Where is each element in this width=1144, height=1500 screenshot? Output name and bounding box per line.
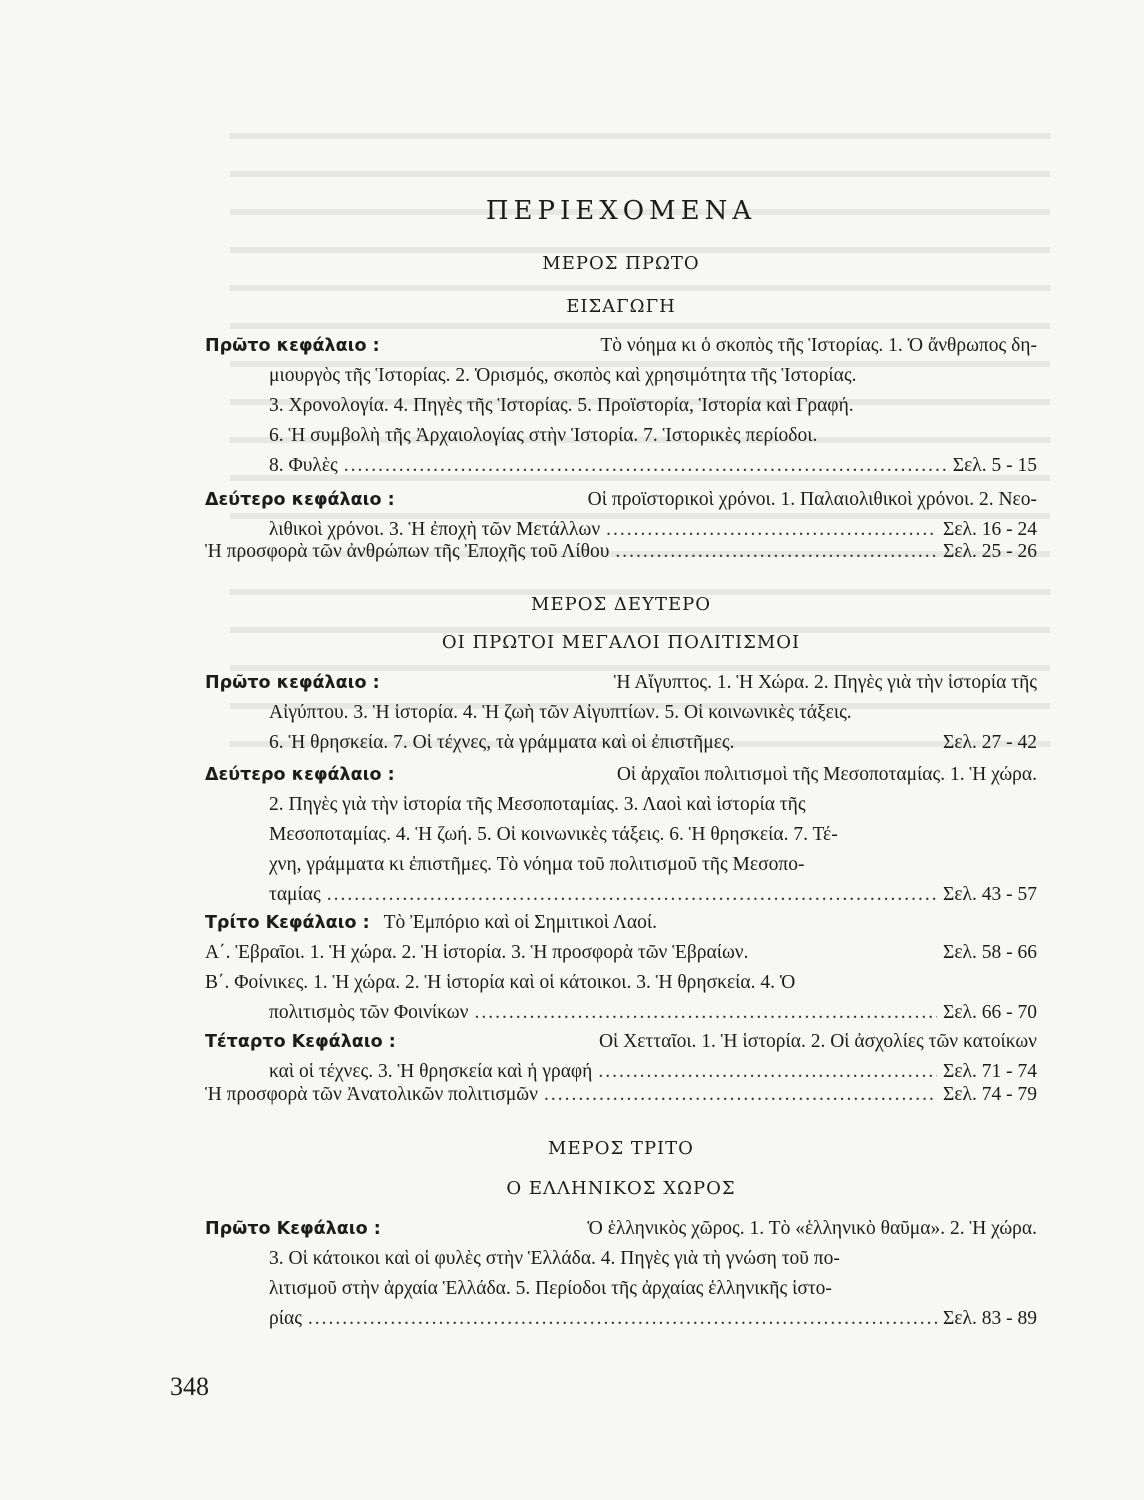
toc-entry bbox=[205, 537, 1037, 567]
entry-line: Τὸ Ἐμπόριο καὶ οἱ Σημιτικοὶ Λαοί. bbox=[383, 912, 657, 933]
entry-line: χνη, γράμματα κι ἐπιστῆμες. Τὸ νόημα τοῦ πολιτισμοῦ τῆς Μεσοπο- bbox=[269, 854, 805, 875]
chapter-label: Τέταρτο Κεφάλαιο : bbox=[205, 1032, 396, 1052]
entry-line: 6. Ἡ συμβολὴ τῆς Ἀρχαιολογίας στὴν Ἱστορία. 7. Ἱστορικὲς περίοδοι. bbox=[269, 425, 818, 446]
toc-entry bbox=[205, 968, 1037, 1028]
entry-line: Ἡ προσφορὰ τῶν Ἀνατολικῶν πολιτισμῶν bbox=[205, 1084, 538, 1105]
part-3-section: Ο ΕΛΛΗΝΙΚΟΣ ΧΩΡΟΣ bbox=[506, 1178, 736, 1199]
entry-line: Ὁ ἑλληνικὸς χῶρος. 1. Τὸ «ἑλληνικὸ θαῦμα». 2. Ἡ χώρα. bbox=[587, 1218, 1037, 1239]
part-3-heading: ΜΕΡΟΣ ΤΡΙΤΟ bbox=[548, 1138, 694, 1159]
page-ref: Σελ. 58 - 66 bbox=[943, 942, 1037, 963]
toc-entry bbox=[205, 1080, 1037, 1110]
page-number: 348 bbox=[170, 1372, 209, 1401]
dot-leader bbox=[474, 998, 937, 1028]
entry-line: Οἱ ἀρχαῖοι πολιτισμοὶ τῆς Μεσοποταμίας. 1. Ἡ χώρα. bbox=[616, 764, 1037, 785]
dot-leader bbox=[344, 451, 947, 481]
page-ref: Σελ. 5 - 15 bbox=[952, 455, 1037, 476]
page-ref: Σελ. 43 - 57 bbox=[943, 884, 1037, 905]
chapter-label: Δεύτερο κεφάλαιο : bbox=[205, 490, 395, 510]
chapter-label: Πρῶτο κεφάλαιο : bbox=[205, 673, 380, 693]
toc-page bbox=[205, 0, 1037, 1500]
toc-entry bbox=[205, 908, 1037, 938]
toc-entry bbox=[205, 485, 1037, 545]
page-ref: Σελ. 74 - 79 bbox=[943, 1084, 1037, 1105]
chapter-label: Τρίτο Κεφάλαιο : bbox=[205, 913, 370, 933]
entry-line: 3. Οἱ κάτοικοι καὶ οἱ φυλὲς στὴν Ἑλλάδα. 4. Πηγὲς γιὰ τὴ γνώση τοῦ πο- bbox=[269, 1248, 840, 1269]
entry-line: Οἱ προϊστορικοὶ χρόνοι. 1. Παλαιολιθικοὶ χρόνοι. 2. Νεο- bbox=[587, 489, 1037, 510]
entry-line: 8. Φυλὲς bbox=[269, 455, 338, 476]
entry-line: Τὸ νόημα κι ὁ σκοπὸς τῆς Ἱστορίας. 1. Ὁ ἄνθρωπος δη- bbox=[600, 335, 1037, 356]
part-1-section: ΕΙΣΑΓΩΓΗ bbox=[566, 296, 676, 317]
part-2-heading: ΜΕΡΟΣ ΔΕΥΤΕΡΟ bbox=[531, 594, 711, 615]
dot-leader bbox=[615, 537, 937, 567]
entry-line: καὶ οἱ τέχνες. 3. Ἡ θρησκεία καὶ ἡ γραφή bbox=[269, 1061, 593, 1082]
entry-line: πολιτισμὸς τῶν Φοινίκων bbox=[269, 1002, 469, 1023]
chapter-label: Πρῶτο Κεφάλαιο : bbox=[205, 1219, 381, 1239]
entry-line: Ἡ Αἴγυπτος. 1. Ἡ Χώρα. 2. Πηγὲς γιὰ τὴν ἱστορία τῆς bbox=[613, 672, 1037, 693]
entry-line: μιουργὸς τῆς Ἱστορίας. 2. Ὁρισμός, σκοπὸς καὶ χρησιμότητα τῆς Ἱστορίας. bbox=[269, 365, 857, 386]
dot-leader bbox=[308, 1304, 937, 1334]
entry-line: λιτισμοῦ στὴν ἀρχαία Ἑλλάδα. 5. Περίοδοι τῆς ἀρχαίας ἑλληνικῆς ἱστο- bbox=[269, 1278, 832, 1299]
entry-line: Α΄. Ἑβραῖοι. 1. Ἡ χώρα. 2. Ἡ ἱστορία. 3. Ἡ προσφορὰ τῶν Ἑβραίων. bbox=[205, 942, 749, 963]
page-ref: Σελ. 71 - 74 bbox=[943, 1061, 1037, 1082]
toc-entry bbox=[205, 668, 1037, 758]
toc-entry bbox=[205, 1214, 1037, 1334]
page-title: ΠΕΡΙΕΧΟΜΕΝΑ bbox=[485, 196, 757, 226]
part-2-section: ΟΙ ΠΡΩΤΟΙ ΜΕΓΑΛΟΙ ΠΟΛΙΤΙΣΜΟΙ bbox=[441, 632, 801, 653]
chapter-label: Πρῶτο κεφάλαιο : bbox=[205, 336, 380, 356]
page-ref: Σελ. 25 - 26 bbox=[943, 541, 1037, 562]
toc-entry bbox=[205, 938, 1037, 968]
page-ref: Σελ. 83 - 89 bbox=[943, 1308, 1037, 1329]
entry-line: Β΄. Φοίνικες. 1. Ἡ χώρα. 2. Ἡ ἱστορία καὶ οἱ κάτοικοι. 3. Ἡ θρησκεία. 4. Ὁ bbox=[205, 972, 796, 993]
toc-entry bbox=[205, 331, 1037, 481]
dot-leader bbox=[327, 880, 937, 910]
entry-line: ταμίας bbox=[269, 884, 321, 905]
page-ref: Σελ. 16 - 24 bbox=[943, 519, 1037, 540]
entry-line: Ἡ προσφορὰ τῶν ἀνθρώπων τῆς Ἐποχῆς τοῦ Λίθου bbox=[205, 541, 610, 562]
page-ref: Σελ. 66 - 70 bbox=[943, 1002, 1037, 1023]
entry-line: Μεσοποταμίας. 4. Ἡ ζωή. 5. Οἱ κοινωνικὲς τάξεις. 6. Ἡ θρησκεία. 7. Τέ- bbox=[269, 824, 838, 845]
entry-line: 3. Χρονολογία. 4. Πηγὲς τῆς Ἱστορίας. 5. Προϊστορία, Ἱστορία καὶ Γραφή. bbox=[269, 395, 854, 416]
page-ref: Σελ. 27 - 42 bbox=[943, 732, 1037, 753]
chapter-label: Δεύτερο κεφάλαιο : bbox=[205, 765, 395, 785]
entry-line: 2. Πηγὲς γιὰ τὴν ἱστορία τῆς Μεσοποταμίας. 3. Λαοὶ καὶ ἱστορία τῆς bbox=[269, 794, 806, 815]
entry-line: Οἱ Χετταῖοι. 1. Ἡ ἱστορία. 2. Οἱ ἀσχολίες τῶν κατοίκων bbox=[598, 1031, 1037, 1052]
part-1-heading: ΜΕΡΟΣ ΠΡΩΤΟ bbox=[542, 253, 700, 274]
toc-entry bbox=[205, 1027, 1037, 1087]
entry-line: 6. Ἡ θρησκεία. 7. Οἱ τέχνες, τὰ γράμματα καὶ οἱ ἐπιστῆμες. bbox=[269, 732, 735, 753]
entry-line: Αἰγύπτου. 3. Ἡ ἱστορία. 4. Ἡ ζωὴ τῶν Αἰγυπτίων. 5. Οἱ κοινωνικὲς τάξεις. bbox=[269, 702, 852, 723]
entry-line: ρίας bbox=[269, 1308, 302, 1329]
entry-line: λιθικοὶ χρόνοι. 3. Ἡ ἐποχὴ τῶν Μετάλλων bbox=[269, 519, 601, 540]
dot-leader bbox=[544, 1080, 937, 1110]
toc-entry bbox=[205, 760, 1037, 910]
